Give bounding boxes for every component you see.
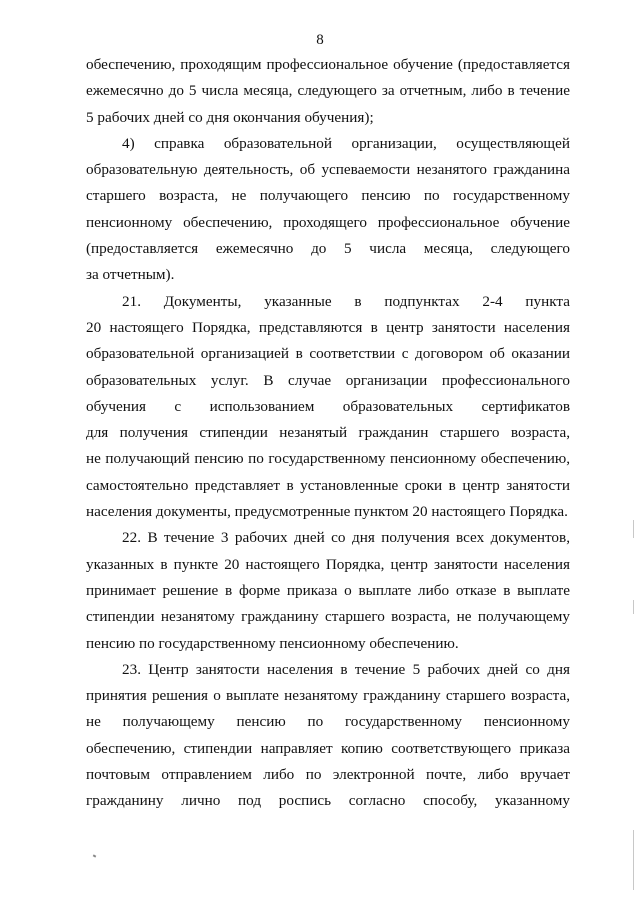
text-line: образовательных услуг. В случае организации профессионального [86, 371, 570, 389]
page-number: 8 [316, 32, 324, 48]
text-line: гражданину лично под роспись согласно способу, указанному [86, 792, 570, 810]
text-line: принятия решения о выплате незанятому гражданину старшего возраста, [86, 687, 570, 705]
text-line: образовательной организацией в соответствии с договором об оказании [86, 345, 570, 363]
paragraph-22 [86, 525, 570, 656]
text-line: 20 настоящего Порядка, представляются в центр занятости населения [86, 318, 570, 336]
text-line: старшего возраста, не получающего пенсию по государственному [86, 187, 570, 205]
text-line: почтовым отправлением либо по электронной почте, либо вручает [86, 766, 570, 784]
scan-edge-mark [633, 520, 634, 538]
text-line: самостоятельно представляет в установленные сроки в центр занятости [86, 476, 570, 494]
text-line: пенсионному обеспечению, проходящего профессиональное обучение [86, 213, 570, 231]
text-line: для получения стипендии незанятый гражданин старшего возраста, [86, 424, 570, 442]
text-line: обеспечению, стипендии направляет копию соответствующего приказа [86, 739, 570, 757]
text-line: стипендии незанятому гражданину старшего возраста, не получающему [86, 608, 570, 626]
paragraph-item-4 [86, 131, 570, 289]
text-line: населения документы, предусмотренные пунктом 20 настоящего Порядка. [86, 503, 568, 521]
text-line: ежемесячно до 5 числа месяца, следующего за отчетным, либо в течение [86, 82, 570, 100]
text-line: 23. Центр занятости населения в течение 5 рабочих дней со дня [122, 660, 570, 678]
scan-edge-mark [633, 830, 634, 890]
text-line: за отчетным). [86, 266, 175, 284]
text-line: 21. Документы, указанные в подпунктах 2-4 пункта [122, 292, 570, 310]
text-line: пенсию по государственному пенсионному обеспечению. [86, 634, 459, 652]
text-line: не получающий пенсию по государственному пенсионному обеспечению, [86, 450, 570, 468]
document-body [86, 52, 570, 815]
text-line: 5 рабочих дней со дня окончания обучения); [86, 108, 374, 126]
text-line: 22. В течение 3 рабочих дней со дня получения всех документов, [122, 529, 570, 547]
text-line: (предоставляется ежемесячно до 5 числа месяца, следующего [86, 240, 570, 258]
paragraph-23 [86, 657, 570, 815]
text-line: принимает решение в форме приказа о выплате либо отказе в выплате [86, 581, 570, 599]
text-line: обучения с использованием образовательных сертификатов [86, 397, 570, 415]
paragraph-21 [86, 289, 570, 526]
text-line: обеспечению, проходящим профессиональное обучение (предоставляется [86, 56, 570, 73]
scan-speck [93, 854, 97, 857]
text-line: не получающему пенсию по государственному пенсионному [86, 713, 570, 731]
text-line: 4) справка образовательной организации, осуществляющей [122, 134, 570, 152]
paragraph-continuation [86, 52, 570, 131]
text-line: образовательную деятельность, об успеваемости незанятого гражданина [86, 161, 570, 179]
scan-edge-mark [633, 600, 634, 614]
text-line: указанных в пункте 20 настоящего Порядка, центр занятости населения [86, 555, 570, 573]
